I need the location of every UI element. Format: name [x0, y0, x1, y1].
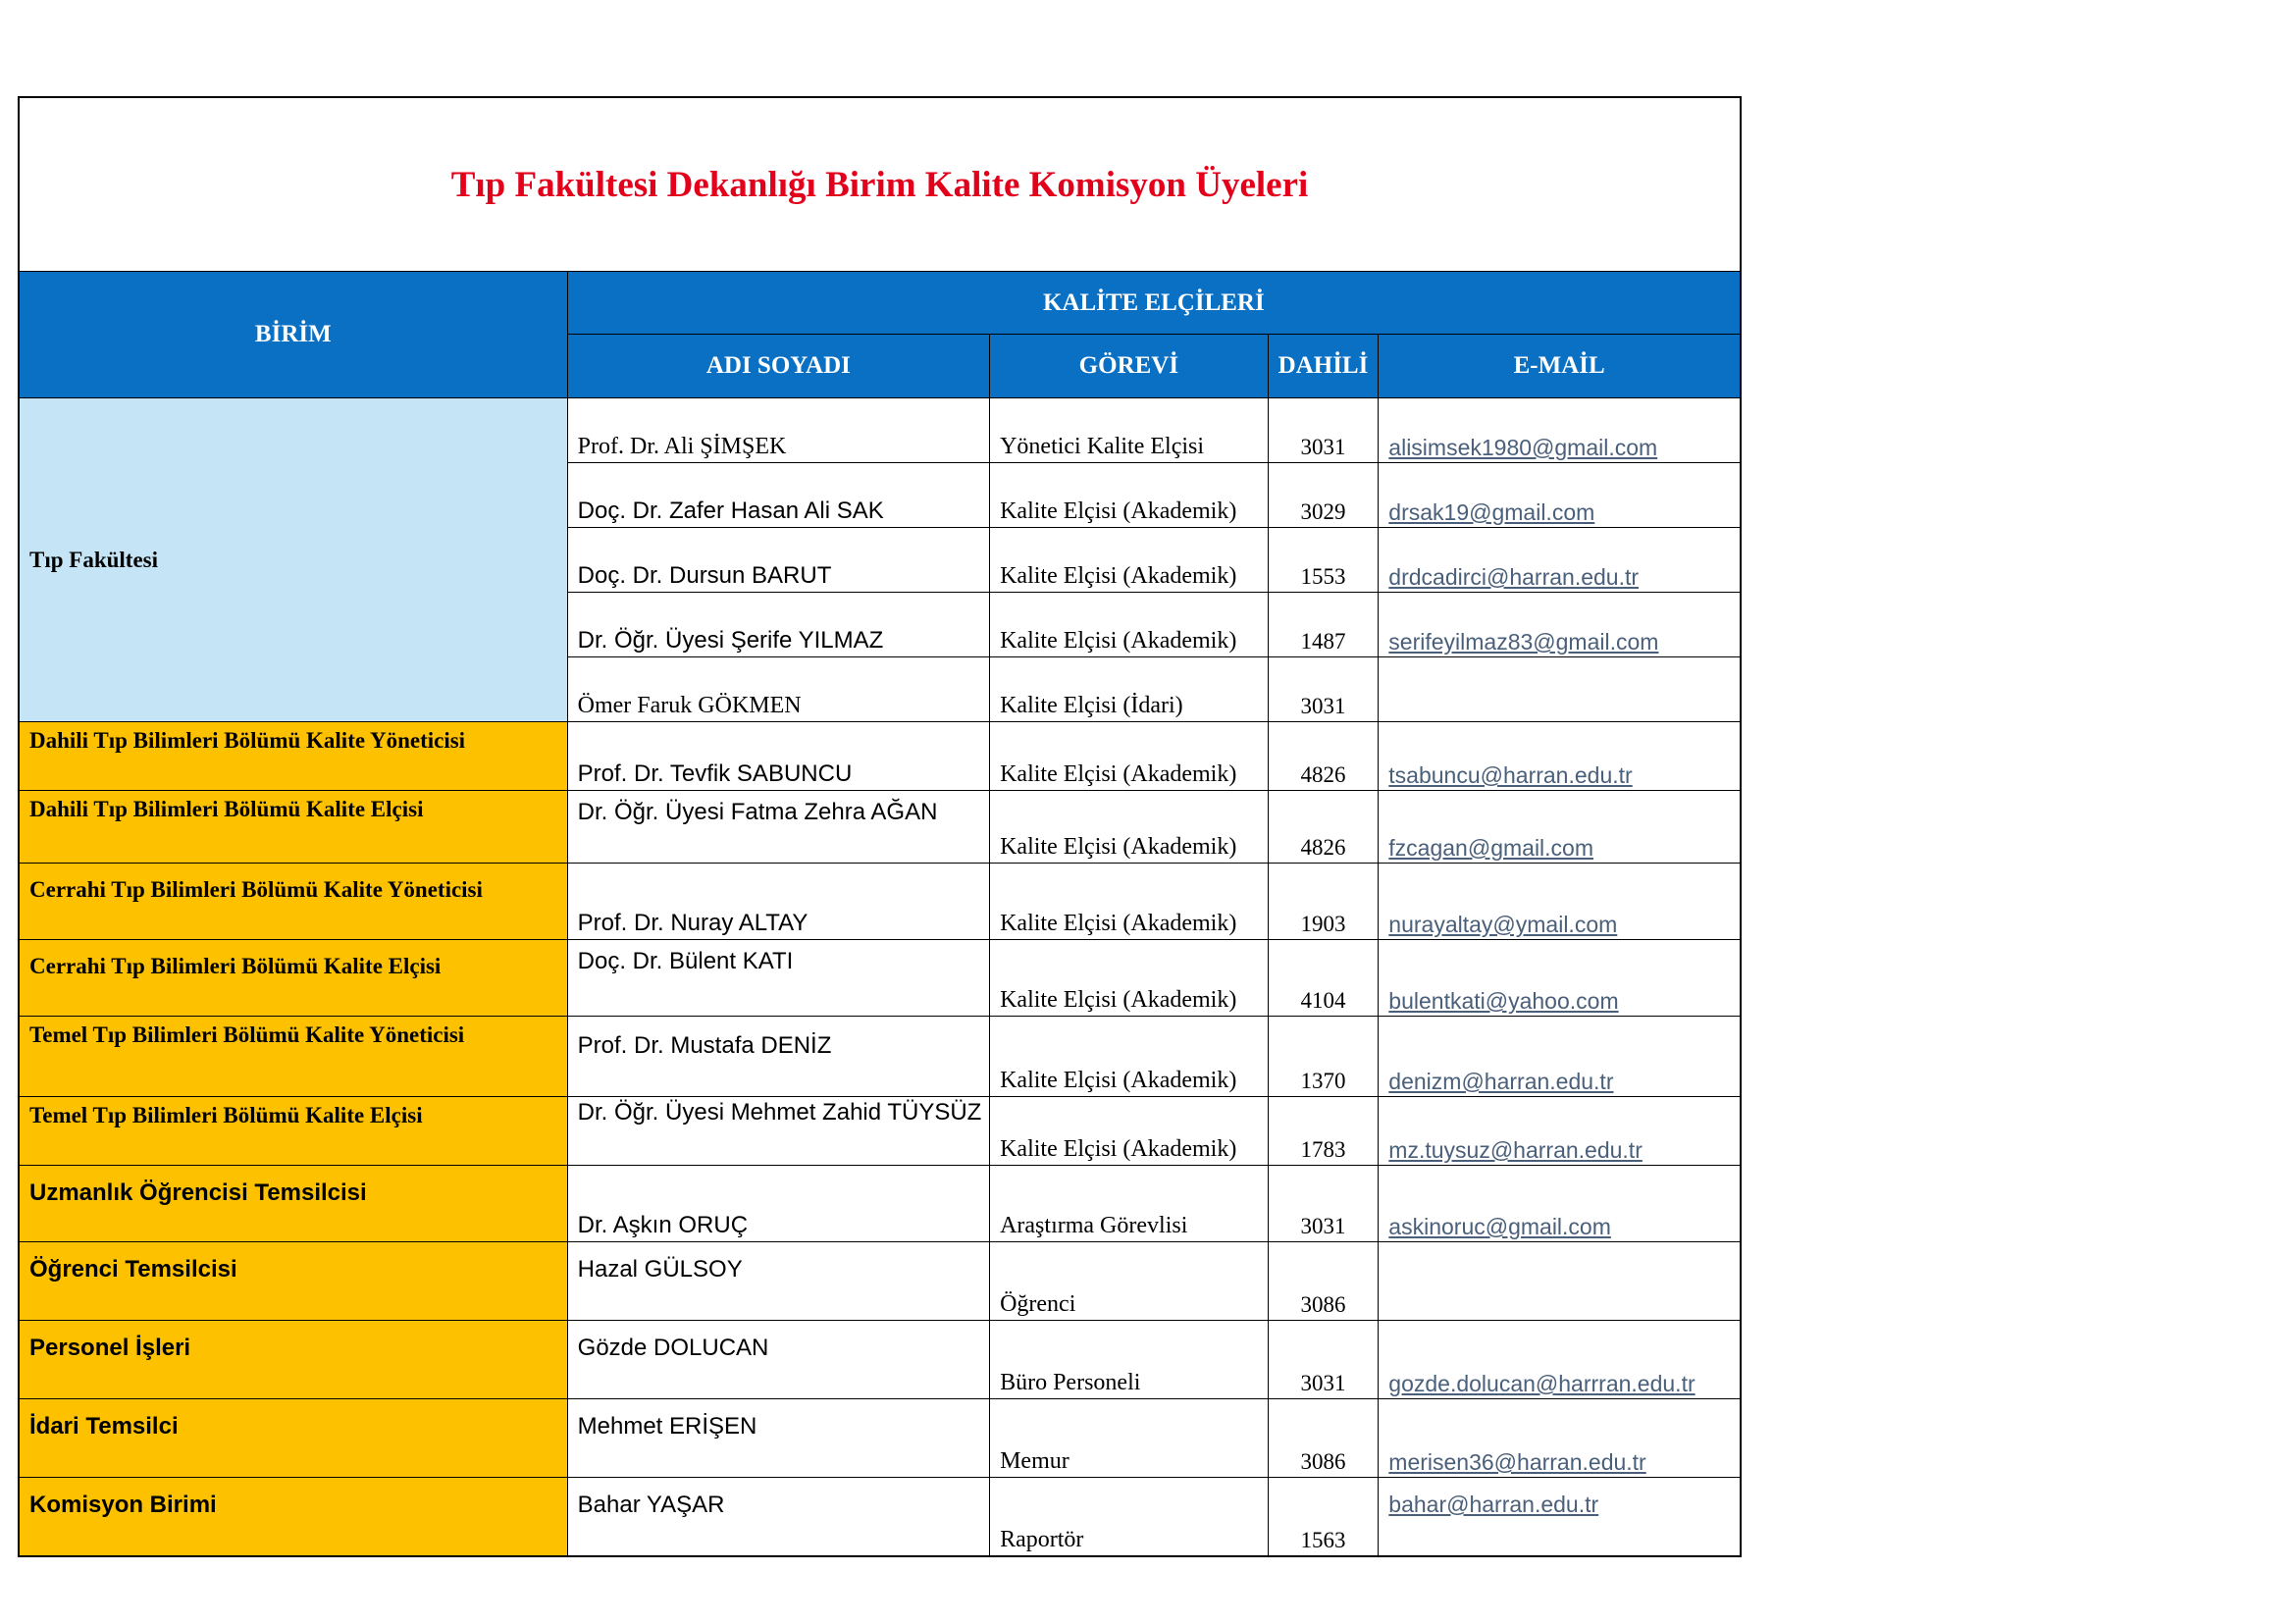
member-ext: 3086	[1268, 1242, 1379, 1321]
table-row	[19, 1321, 1741, 1399]
member-ext: 1563	[1268, 1478, 1379, 1557]
unit-cell: İdari Temsilci	[19, 1399, 567, 1478]
email-link[interactable]: mz.tuysuz@harran.edu.tr	[1388, 1137, 1643, 1163]
member-ext: 3029	[1268, 463, 1379, 528]
member-ext: 1553	[1268, 528, 1379, 593]
table-row	[19, 1017, 1741, 1097]
member-name: Dr. Öğr. Üyesi Fatma Zehra AĞAN	[567, 791, 989, 864]
email-link[interactable]: tsabuncu@harran.edu.tr	[1388, 762, 1633, 788]
member-role: Kalite Elçisi (Akademik)	[990, 1017, 1269, 1097]
member-ext: 1487	[1268, 593, 1379, 657]
email-link[interactable]: bahar@harran.edu.tr	[1388, 1492, 1599, 1517]
member-role: Memur	[990, 1399, 1269, 1478]
email-link[interactable]: alisimsek1980@gmail.com	[1388, 435, 1658, 460]
member-role: Kalite Elçisi (Akademik)	[990, 791, 1269, 864]
member-name: Prof. Dr. Ali ŞİMŞEK	[567, 398, 989, 463]
member-name: Dr. Öğr. Üyesi Mehmet Zahid TÜYSÜZ	[567, 1097, 989, 1166]
member-ext: 4826	[1268, 791, 1379, 864]
member-name: Doç. Dr. Dursun BARUT	[567, 528, 989, 593]
table-row	[19, 398, 1741, 463]
member-role: Büro Personeli	[990, 1321, 1269, 1399]
member-role: Kalite Elçisi (Akademik)	[990, 722, 1269, 791]
table-row	[19, 1399, 1741, 1478]
page-title: Tıp Fakültesi Dekanlığı Birim Kalite Komisyon Üyeleri	[19, 97, 1741, 272]
member-role: Raportör	[990, 1478, 1269, 1557]
member-ext: 3031	[1268, 657, 1379, 722]
unit-cell: Öğrenci Temsilcisi	[19, 1242, 567, 1321]
email-link[interactable]: nurayaltay@ymail.com	[1388, 912, 1618, 937]
table-row	[19, 1097, 1741, 1166]
email-link[interactable]: drsak19@gmail.com	[1388, 499, 1595, 525]
member-ext: 3086	[1268, 1399, 1379, 1478]
member-email[interactable]	[1379, 864, 1741, 940]
member-role: Kalite Elçisi (Akademik)	[990, 463, 1269, 528]
email-link[interactable]: serifeyilmaz83@gmail.com	[1388, 629, 1659, 655]
member-name: Dr. Öğr. Üyesi Şerife YILMAZ	[567, 593, 989, 657]
member-email[interactable]	[1379, 398, 1741, 463]
member-role: Kalite Elçisi (Akademik)	[990, 940, 1269, 1017]
member-role: Kalite Elçisi (Akademik)	[990, 864, 1269, 940]
member-email[interactable]	[1379, 1017, 1741, 1097]
member-email[interactable]	[1379, 463, 1741, 528]
header-email: E-MAİL	[1379, 335, 1741, 398]
member-name: Prof. Dr. Nuray ALTAY	[567, 864, 989, 940]
member-email	[1379, 1242, 1741, 1321]
member-ext: 3031	[1268, 1321, 1379, 1399]
member-email[interactable]	[1379, 940, 1741, 1017]
member-email[interactable]	[1379, 1097, 1741, 1166]
header-kalite-elcileri: KALİTE ELÇİLERİ	[567, 272, 1741, 335]
member-name: Bahar YAŞAR	[567, 1478, 989, 1557]
email-link[interactable]: bulentkati@yahoo.com	[1388, 988, 1619, 1014]
unit-cell: Dahili Tıp Bilimleri Bölümü Kalite Elçisi	[19, 791, 567, 864]
member-ext: 3031	[1268, 398, 1379, 463]
email-link[interactable]: fzcagan@gmail.com	[1388, 835, 1594, 861]
member-name: Dr. Aşkın ORUÇ	[567, 1166, 989, 1242]
table-row	[19, 791, 1741, 864]
member-ext: 1370	[1268, 1017, 1379, 1097]
member-email[interactable]	[1379, 528, 1741, 593]
member-email[interactable]	[1379, 1321, 1741, 1399]
member-ext: 1783	[1268, 1097, 1379, 1166]
table-row	[19, 722, 1741, 791]
table-row	[19, 1166, 1741, 1242]
member-name: Doç. Dr. Zafer Hasan Ali SAK	[567, 463, 989, 528]
member-ext: 3031	[1268, 1166, 1379, 1242]
email-link[interactable]: gozde.dolucan@harrran.edu.tr	[1388, 1371, 1695, 1396]
member-email[interactable]	[1379, 722, 1741, 791]
member-role: Kalite Elçisi (Akademik)	[990, 1097, 1269, 1166]
unit-cell: Cerrahi Tıp Bilimleri Bölümü Kalite Elçisi	[19, 940, 567, 1017]
member-ext: 1903	[1268, 864, 1379, 940]
member-role: Öğrenci	[990, 1242, 1269, 1321]
table-row	[19, 864, 1741, 940]
member-name: Prof. Dr. Mustafa DENİZ	[567, 1017, 989, 1097]
email-link[interactable]: askinoruc@gmail.com	[1388, 1214, 1611, 1239]
member-name: Doç. Dr. Bülent KATI	[567, 940, 989, 1017]
member-email[interactable]	[1379, 1399, 1741, 1478]
member-email[interactable]	[1379, 791, 1741, 864]
member-email[interactable]	[1379, 593, 1741, 657]
unit-cell: Komisyon Birimi	[19, 1478, 567, 1557]
member-email[interactable]	[1379, 1478, 1741, 1557]
unit-cell: Temel Tıp Bilimleri Bölümü Kalite Yöneticisi	[19, 1017, 567, 1097]
member-name: Hazal GÜLSOY	[567, 1242, 989, 1321]
unit-cell: Cerrahi Tıp Bilimleri Bölümü Kalite Yöneticisi	[19, 864, 567, 940]
header-role: GÖREVİ	[990, 335, 1269, 398]
unit-cell: Personel İşleri	[19, 1321, 567, 1399]
commission-table	[18, 96, 1742, 1557]
member-role: Kalite Elçisi (Akademik)	[990, 593, 1269, 657]
email-link[interactable]: denizm@harran.edu.tr	[1388, 1069, 1614, 1094]
unit-cell: Uzmanlık Öğrencisi Temsilcisi	[19, 1166, 567, 1242]
member-email	[1379, 657, 1741, 722]
header-ext: DAHİLİ	[1268, 335, 1379, 398]
member-ext: 4104	[1268, 940, 1379, 1017]
table-row	[19, 1242, 1741, 1321]
table-row	[19, 940, 1741, 1017]
header-name: ADI SOYADI	[567, 335, 989, 398]
member-role: Yönetici Kalite Elçisi	[990, 398, 1269, 463]
table-row	[19, 1478, 1741, 1557]
member-name: Prof. Dr. Tevfik SABUNCU	[567, 722, 989, 791]
member-name: Gözde DOLUCAN	[567, 1321, 989, 1399]
member-name: Ömer Faruk GÖKMEN	[567, 657, 989, 722]
header-birim: BİRİM	[19, 272, 567, 398]
member-role: Kalite Elçisi (Akademik)	[990, 528, 1269, 593]
unit-cell: Temel Tıp Bilimleri Bölümü Kalite Elçisi	[19, 1097, 567, 1166]
member-email[interactable]	[1379, 1166, 1741, 1242]
email-link[interactable]: drdcadirci@harran.edu.tr	[1388, 564, 1640, 590]
member-role: Araştırma Görevlisi	[990, 1166, 1269, 1242]
member-role: Kalite Elçisi (İdari)	[990, 657, 1269, 722]
member-name: Mehmet ERİŞEN	[567, 1399, 989, 1478]
main-unit-cell: Tıp Fakültesi	[19, 398, 567, 722]
email-link[interactable]: merisen36@harran.edu.tr	[1388, 1449, 1646, 1475]
unit-cell: Dahili Tıp Bilimleri Bölümü Kalite Yöneticisi	[19, 722, 567, 791]
member-ext: 4826	[1268, 722, 1379, 791]
